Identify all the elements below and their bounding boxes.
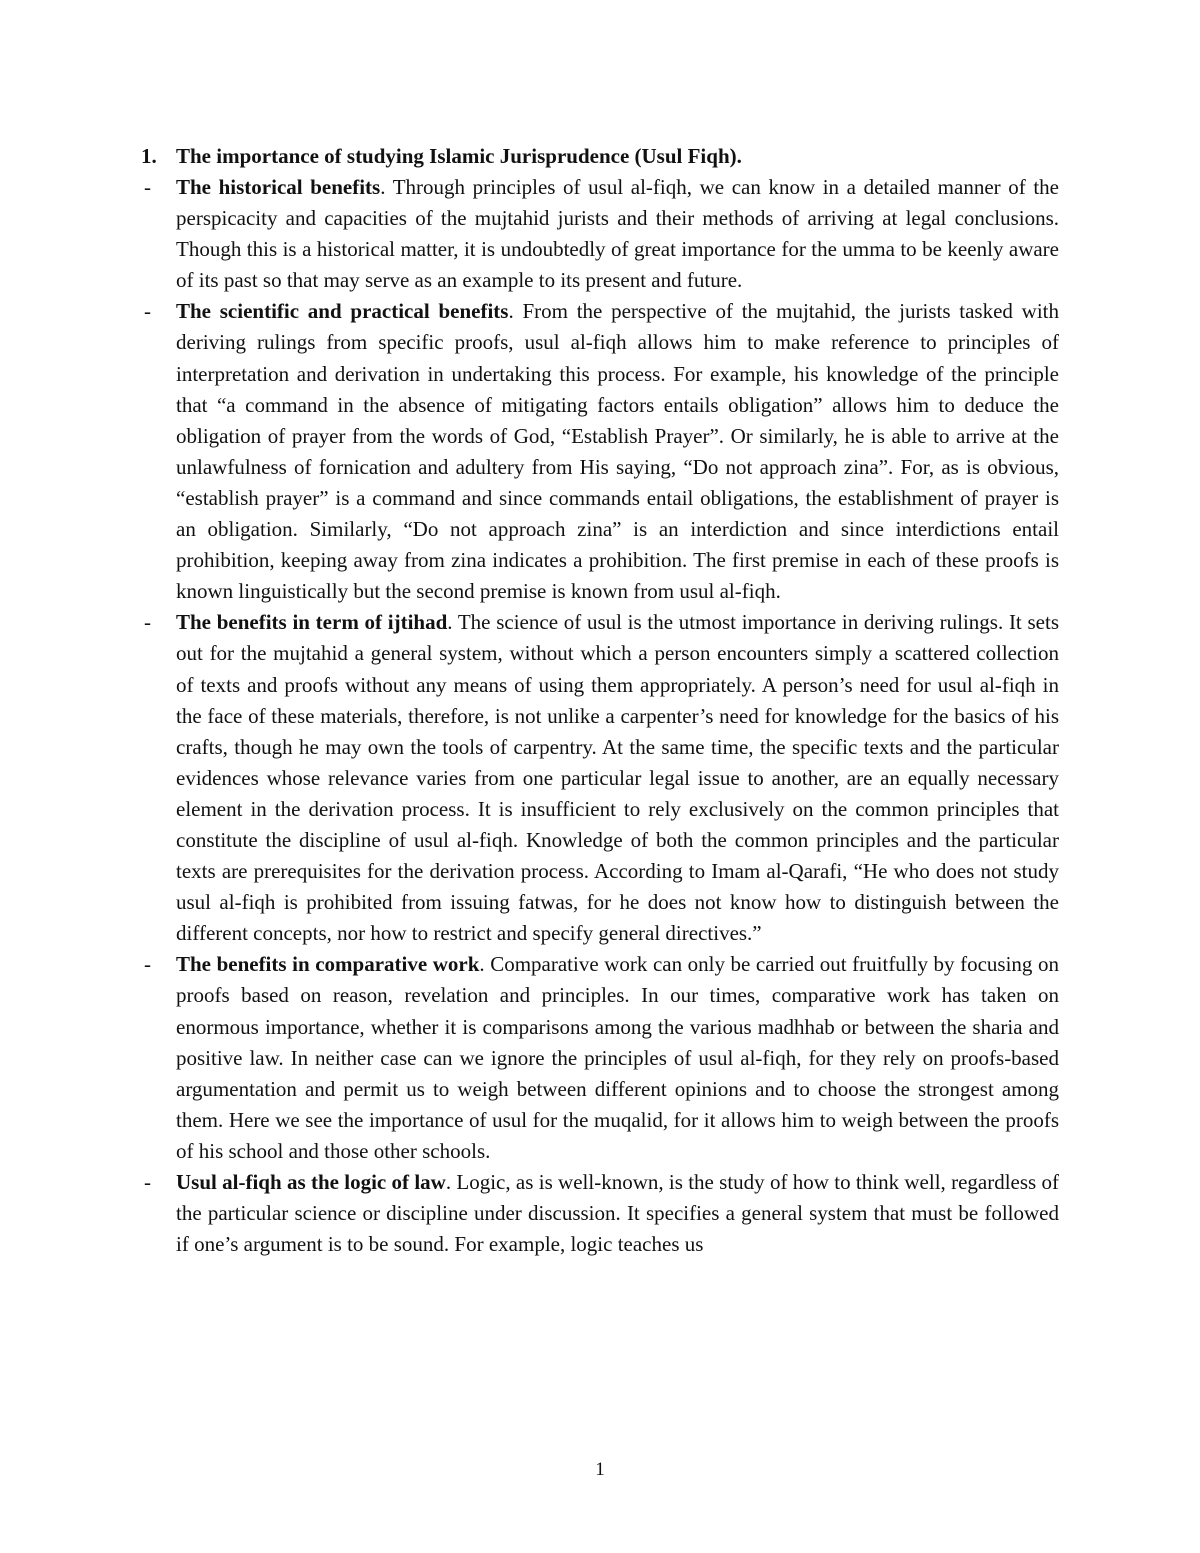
item-lead: The scientific and practical benefits [176, 299, 509, 324]
bullet-dash: - [144, 952, 151, 977]
item-lead: The historical benefits [176, 175, 381, 199]
item-lead: The benefits in term of ijtihad [176, 610, 448, 635]
bullet-dash: - [144, 175, 151, 199]
benefits-list [141, 172, 1059, 1260]
list-item-historical-benefits [141, 172, 1059, 296]
list-item-comparative-work-benefits [141, 949, 1059, 1167]
item-text: . From the perspective of the mujtahid, the jurists tasked with deriving rulings from specific proofs, usul al-fiqh allows him to make reference to principles of interpretation and derivation in undertaking this process. For example, his knowledge of the principle that “a command in the absence of mitigating factors entails obligation” allows him to deduce the obligation of prayer from the words of God, “Establish Prayer”. Or similarly, he is able to arrive at the unlawfulness of fornication and adultery from His saying, “Do not approach zina”. For, as is obvious, “establish prayer” is a command and since commands entail obligations, the establishment of prayer is an obligation. Similarly, “Do not approach zina” is an interdiction and since interdictions entail prohibition, keeping away from zina indicates a prohibition. The first premise in each of these proofs is known linguistically but the second premise is known from usul al-fiqh. [176, 299, 1059, 604]
page-number: 1 [595, 1459, 605, 1480]
list-item-ijtihad-benefits [141, 607, 1059, 949]
list-item-logic-of-law [141, 1167, 1059, 1260]
section-title: The importance of studying Islamic Jurisprudence (Usul Fiqh). [176, 144, 742, 168]
bullet-dash: - [144, 299, 151, 324]
item-text: . Through principles of usul al-fiqh, we can know in a detailed manner of the perspicacity and capacities of the mujtahid jurists and their methods of arriving at legal conclusions. Though this is a historical matter, it is undoubtedly of great importance for the umma to be keenly aware of its past so that may serve as an example to its present and future. [176, 175, 1059, 293]
bullet-dash: - [144, 610, 151, 635]
section-heading [141, 141, 742, 172]
list-item-scientific-practical-benefits [141, 296, 1059, 607]
item-text: . Comparative work can only be carried out fruitfully by focusing on proofs based on reason, revelation and principles. In our times, comparative work has taken on enormous importance, whether it is comparisons among the various madhhab or between the sharia and positive law. In neither case can we ignore the principles of usul al-fiqh, for they rely on proofs-based argumentation and permit us to weigh between different opinions and to choose the strongest among them. Here we see the importance of usul for the muqalid, for it allows him to weigh between the proofs of his school and those other schools. [176, 952, 1059, 1163]
item-text: . The science of usul is the utmost importance in deriving rulings. It sets out for the mujtahid a general system, without which a person encounters simply a scattered collection of texts and proofs without any means of using them appropriately. A person’s need for usul al-fiqh in the face of these materials, therefore, is not unlike a carpenter’s need for knowledge for the basics of his crafts, though he may own the tools of carpentry. At the same time, the specific texts and the particular evidences whose relevance varies from one particular legal issue to another, are an equally necessary element in the derivation process. It is insufficient to rely exclusively on the common principles that constitute the discipline of usul al-fiqh. Knowledge of both the common principles and the particular texts are prerequisites for the derivation process. According to Imam al-Qarafi, “He who does not study usul al-fiqh is prohibited from issuing fatwas, for he does not know how to distinguish between the different concepts, nor how to restrict and specify general directives.” [176, 610, 1059, 946]
bullet-dash: - [144, 1170, 151, 1194]
item-text: . Logic, as is well-known, is the study of how to think well, regardless of the particular science or discipline under discussion. It specifies a general system that must be followed if one’s argument is to be sound. For example, logic teaches us [176, 1170, 1060, 1257]
item-lead: The benefits in comparative work [176, 952, 480, 977]
item-lead: Usul al-fiqh as the logic of law [176, 1170, 446, 1194]
section-number: 1. [141, 144, 157, 168]
